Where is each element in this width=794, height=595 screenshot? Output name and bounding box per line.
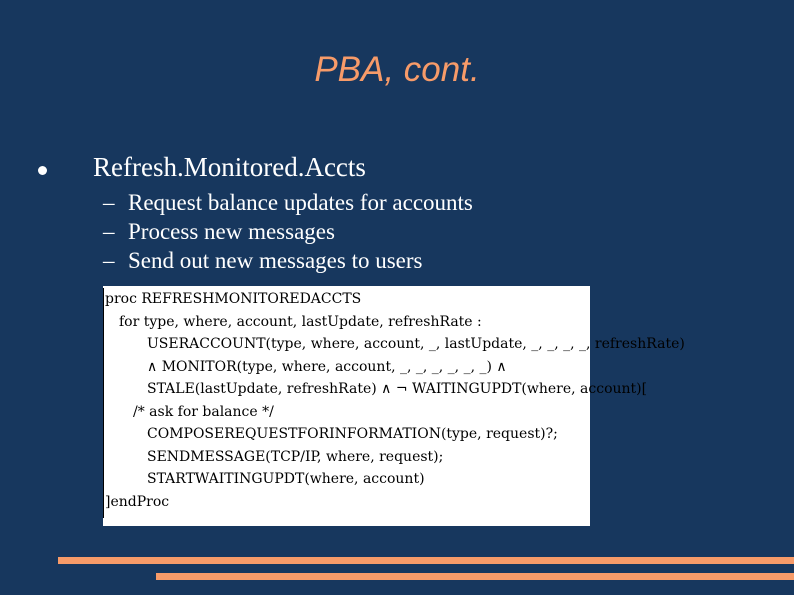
code-line: /* ask for balance */ [133,403,274,420]
dash-icon: – [103,190,115,215]
code-line: ]endProc [105,493,170,510]
bullet-text: Refresh.Monitored.Accts [93,152,366,182]
dash-icon: – [103,248,115,273]
sub-item-text: Request balance updates for accounts [128,190,473,215]
accent-line-bottom [156,573,794,580]
code-line: for type, where, account, lastUpdate, refreshRate : [119,313,482,330]
code-line: proc REFRESHMONITOREDACCTS [105,291,362,307]
code-line: ∧ MONITOR(type, where, account, _, _, _, _, _, _) ∧ [147,358,507,375]
code-line: USERACCOUNT(type, where, account, _, lastUpdate, _, _, _, _, refreshRate) [147,336,685,352]
accent-line-top [58,557,794,564]
code-line: COMPOSEREQUESTFORINFORMATION(type, request)?; [147,426,558,442]
sub-item-text: Process new messages [128,219,335,244]
code-line: STARTWAITINGUPDT(where, account) [147,471,425,487]
code-line: STALE(lastUpdate, refreshRate) ∧ ¬ WAITINGUPDT(where, account)[ [147,381,648,397]
slide-title: PBA, cont. [314,50,480,89]
bullet-dot-icon [38,166,47,175]
dash-icon: – [103,219,115,244]
code-image [103,286,685,526]
sub-item-text: Send out new messages to users [128,248,423,273]
code-line: SENDMESSAGE(TCP/IP, where, request); [147,448,444,465]
